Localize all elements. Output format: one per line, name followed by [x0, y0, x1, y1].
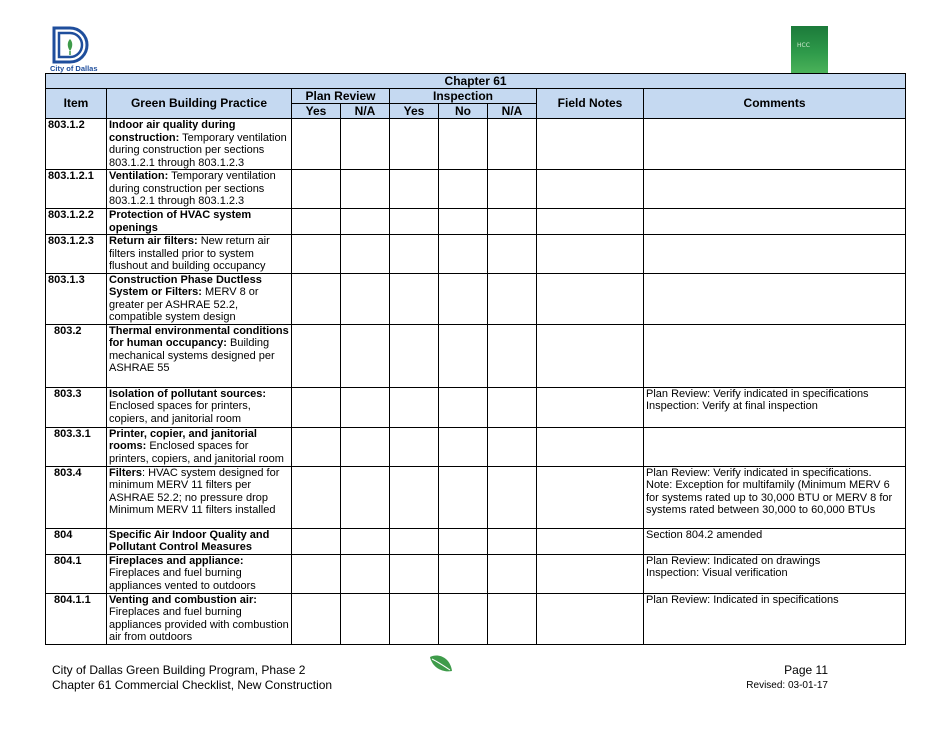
table-row — [46, 528, 906, 554]
comments-cell — [644, 119, 906, 170]
inspection-na-cell[interactable] — [488, 466, 537, 528]
plan-review-na-cell[interactable] — [341, 119, 390, 170]
plan-review-na-cell[interactable] — [341, 273, 390, 324]
practice-title: Filters — [109, 466, 143, 479]
inspection-yes-cell[interactable] — [390, 593, 439, 644]
comment-line: Plan Review: Indicated on drawings — [646, 554, 821, 567]
comments-cell — [644, 273, 906, 324]
comments-cell — [644, 554, 906, 593]
practice-description: Building mechanical systems designed per ASHRAE 55 — [109, 337, 275, 374]
practice-description: New return air filters installed prior to system flushout and building occupancy — [109, 235, 270, 272]
practice-title: Isolation of pollutant sources: — [109, 387, 267, 400]
inspection-yes-cell[interactable] — [390, 273, 439, 324]
item-number: 803.1.2.1 — [46, 170, 107, 209]
practice-title: Indoor air quality during construction: — [109, 119, 236, 144]
field-notes-header: Field Notes — [537, 89, 644, 119]
plan-review-na-cell[interactable] — [341, 554, 390, 593]
plan-review-yes-cell[interactable] — [292, 209, 341, 235]
comment-line: Note: Exception for multifamily (Minimum MERV 6 for systems rated up to 30,000 BTU or MERV 8 for systems rated between 30,000 to 60,000 BTUs — [646, 479, 893, 516]
comment-line: Inspection: Verify at final inspection — [646, 400, 818, 412]
practice-cell — [107, 387, 292, 427]
table-row — [46, 427, 906, 466]
item-number: 803.1.2.3 — [46, 235, 107, 274]
practice-cell — [107, 593, 292, 644]
practice-cell — [107, 554, 292, 593]
inspection-yes-cell[interactable] — [390, 324, 439, 387]
inspection-na-header: N/A — [488, 104, 537, 119]
inspection-no-cell[interactable] — [439, 209, 488, 235]
field-notes-cell[interactable] — [537, 209, 644, 235]
field-notes-cell[interactable] — [537, 170, 644, 209]
table-row — [46, 324, 906, 387]
revised-date: Revised: 03-01-17 — [746, 680, 828, 691]
practice-title: Ventilation: — [109, 170, 169, 182]
item-number: 803.1.3 — [46, 273, 107, 324]
field-notes-cell[interactable] — [537, 427, 644, 466]
practice-cell — [107, 119, 292, 170]
plan-review-na-cell[interactable] — [341, 466, 390, 528]
practice-description: Fireplaces and fuel burning appliances vented to outdoors — [109, 567, 256, 592]
green-program-logo — [791, 26, 828, 74]
field-notes-cell[interactable] — [537, 324, 644, 387]
plan-review-yes-cell[interactable] — [292, 466, 341, 528]
inspection-no-cell[interactable] — [439, 387, 488, 427]
table-row — [46, 593, 906, 644]
practice-title: Printer, copier, and janitorial rooms: — [109, 427, 257, 452]
inspection-yes-cell[interactable] — [390, 466, 439, 528]
inspection-no-cell[interactable] — [439, 324, 488, 387]
comments-cell — [644, 170, 906, 209]
practice-cell — [107, 528, 292, 554]
inspection-na-cell[interactable] — [488, 170, 537, 209]
inspection-no-cell[interactable] — [439, 427, 488, 466]
practice-cell — [107, 209, 292, 235]
comment-line: Section 804.2 amended — [646, 528, 763, 541]
comments-cell — [644, 466, 906, 528]
table-row — [46, 170, 906, 209]
inspection-yes-cell[interactable] — [390, 119, 439, 170]
comments-cell — [644, 324, 906, 387]
logo-caption: City of Dallas — [50, 64, 98, 73]
plan-review-yes-cell[interactable] — [292, 324, 341, 387]
inspection-no-cell[interactable] — [439, 528, 488, 554]
footer-left — [52, 663, 332, 693]
item-number: 803.1.2 — [46, 119, 107, 170]
item-number: 803.3 — [46, 387, 107, 427]
plan-review-na-cell[interactable] — [341, 528, 390, 554]
item-number: 803.2 — [46, 324, 107, 387]
field-notes-cell[interactable] — [537, 593, 644, 644]
inspection-na-cell[interactable] — [488, 273, 537, 324]
table-row — [46, 273, 906, 324]
comments-cell — [644, 235, 906, 274]
practice-title: Venting and combustion air: — [109, 593, 257, 606]
practice-title: Specific Air Indoor Quality and Pollutant Control Measures — [109, 528, 270, 553]
item-header: Item — [46, 89, 107, 119]
inspection-no-cell[interactable] — [439, 170, 488, 209]
plan-review-na-cell[interactable] — [341, 170, 390, 209]
table-row — [46, 209, 906, 235]
table-row — [46, 554, 906, 593]
inspection-na-cell[interactable] — [488, 554, 537, 593]
practice-cell — [107, 170, 292, 209]
inspection-yes-cell[interactable] — [390, 427, 439, 466]
practice-cell — [107, 324, 292, 387]
plan-review-yes-cell[interactable] — [292, 387, 341, 427]
item-number: 803.4 — [46, 466, 107, 528]
field-notes-cell[interactable] — [537, 387, 644, 427]
inspection-yes-cell[interactable] — [390, 235, 439, 274]
inspection-yes-cell[interactable] — [390, 170, 439, 209]
inspection-na-cell[interactable] — [488, 119, 537, 170]
practice-cell — [107, 273, 292, 324]
plan-review-yes-header: Yes — [292, 104, 341, 119]
plan-review-yes-cell[interactable] — [292, 170, 341, 209]
inspection-na-cell[interactable] — [488, 593, 537, 644]
inspection-na-cell[interactable] — [488, 427, 537, 466]
field-notes-cell[interactable] — [537, 273, 644, 324]
comments-header: Comments — [644, 89, 906, 119]
dallas-d-icon — [50, 26, 94, 64]
comment-line: Plan Review: Verify indicated in specifications — [646, 387, 869, 400]
practice-title: Construction Phase Ductless System or Filters: — [109, 273, 262, 298]
inspection-na-cell[interactable] — [488, 209, 537, 235]
plan-review-yes-cell[interactable] — [292, 427, 341, 466]
item-number: 804 — [46, 528, 107, 554]
practice-description: Temporary ventilation during construction per sections 803.1.2.1 through 803.1.2.3 — [109, 170, 276, 207]
table-row — [46, 235, 906, 274]
field-notes-cell[interactable] — [537, 235, 644, 274]
practice-description: Fireplaces and fuel burning appliances provided with combustion air from outdoors — [109, 606, 289, 643]
inspection-no-cell[interactable] — [439, 119, 488, 170]
field-notes-cell[interactable] — [537, 528, 644, 554]
practice-cell — [107, 235, 292, 274]
plan-review-yes-cell[interactable] — [292, 119, 341, 170]
practice-title: Protection of HVAC system openings — [109, 209, 252, 234]
plan-review-na-cell[interactable] — [341, 387, 390, 427]
field-notes-cell[interactable] — [537, 554, 644, 593]
inspection-na-cell[interactable] — [488, 324, 537, 387]
inspection-yes-cell[interactable] — [390, 209, 439, 235]
comments-cell — [644, 387, 906, 427]
practice-title: Fireplaces and appliance: — [109, 554, 244, 567]
inspection-na-cell[interactable] — [488, 387, 537, 427]
city-of-dallas-logo — [50, 26, 104, 74]
field-notes-cell[interactable] — [537, 119, 644, 170]
plan-review-yes-cell[interactable] — [292, 235, 341, 274]
logo-right-text: HCC — [797, 42, 810, 49]
plan-review-header: Plan Review — [292, 89, 390, 104]
practice-description: Enclosed spaces for printers, copiers, and janitorial room — [109, 400, 251, 425]
inspection-na-cell[interactable] — [488, 528, 537, 554]
practice-cell — [107, 427, 292, 466]
footer-checklist-title: Chapter 61 Commercial Checklist, New Construction — [52, 678, 333, 692]
inspection-na-cell[interactable] — [488, 235, 537, 274]
plan-review-yes-cell[interactable] — [292, 273, 341, 324]
inspection-yes-cell[interactable] — [390, 554, 439, 593]
checklist-table — [45, 73, 906, 645]
inspection-no-cell[interactable] — [439, 273, 488, 324]
inspection-no-cell[interactable] — [439, 235, 488, 274]
footer-program-title: City of Dallas Green Building Program, Phase 2 — [52, 663, 306, 677]
practice-title: Return air filters: — [109, 235, 198, 247]
inspection-yes-cell[interactable] — [390, 387, 439, 427]
practice-header: Green Building Practice — [107, 89, 292, 119]
practice-description: MERV 8 or greater per ASHRAE 52.2, compatible system design — [109, 286, 259, 323]
inspection-header: Inspection — [390, 89, 537, 104]
plan-review-na-header: N/A — [341, 104, 390, 119]
item-number: 804.1.1 — [46, 593, 107, 644]
plan-review-na-cell[interactable] — [341, 427, 390, 466]
footer-right — [746, 663, 828, 693]
plan-review-yes-cell[interactable] — [292, 554, 341, 593]
item-number: 804.1 — [46, 554, 107, 593]
plan-review-yes-cell[interactable] — [292, 593, 341, 644]
practice-title: Thermal environmental conditions for human occupancy: — [109, 324, 289, 349]
table-row — [46, 387, 906, 427]
plan-review-na-cell[interactable] — [341, 209, 390, 235]
field-notes-cell[interactable] — [537, 466, 644, 528]
chapter-header: Chapter 61 — [46, 74, 906, 89]
comment-line: Plan Review: Indicated in specifications — [646, 593, 839, 606]
plan-review-yes-cell[interactable] — [292, 528, 341, 554]
practice-description: Enclosed spaces for printers, copiers, and janitorial room — [109, 440, 284, 465]
inspection-no-header: No — [439, 104, 488, 119]
comment-line: Inspection: Visual verification — [646, 567, 788, 579]
comments-cell — [644, 427, 906, 466]
item-number: 803.3.1 — [46, 427, 107, 466]
item-number: 803.1.2.2 — [46, 209, 107, 235]
practice-description: Temporary ventilation during construction per sections 803.1.2.1 through 803.1.2.3 — [109, 131, 287, 169]
leaf-icon — [428, 653, 454, 675]
page-number: Page 11 — [784, 663, 828, 677]
inspection-yes-header: Yes — [390, 104, 439, 119]
inspection-no-cell[interactable] — [439, 554, 488, 593]
plan-review-na-cell[interactable] — [341, 324, 390, 387]
comments-cell — [644, 209, 906, 235]
practice-cell — [107, 466, 292, 528]
table-row — [46, 119, 906, 170]
practice-description: : HVAC system designed for minimum MERV 11 filters per ASHRAE 52.2; no pressure drop Minimum MERV 11 filters installed — [109, 466, 280, 516]
inspection-yes-cell[interactable] — [390, 528, 439, 554]
plan-review-na-cell[interactable] — [341, 593, 390, 644]
plan-review-na-cell[interactable] — [341, 235, 390, 274]
comment-line: Plan Review: Verify indicated in specifications. — [646, 466, 872, 479]
table-row — [46, 466, 906, 528]
inspection-no-cell[interactable] — [439, 466, 488, 528]
comments-cell — [644, 593, 906, 644]
comments-cell — [644, 528, 906, 554]
inspection-no-cell[interactable] — [439, 593, 488, 644]
